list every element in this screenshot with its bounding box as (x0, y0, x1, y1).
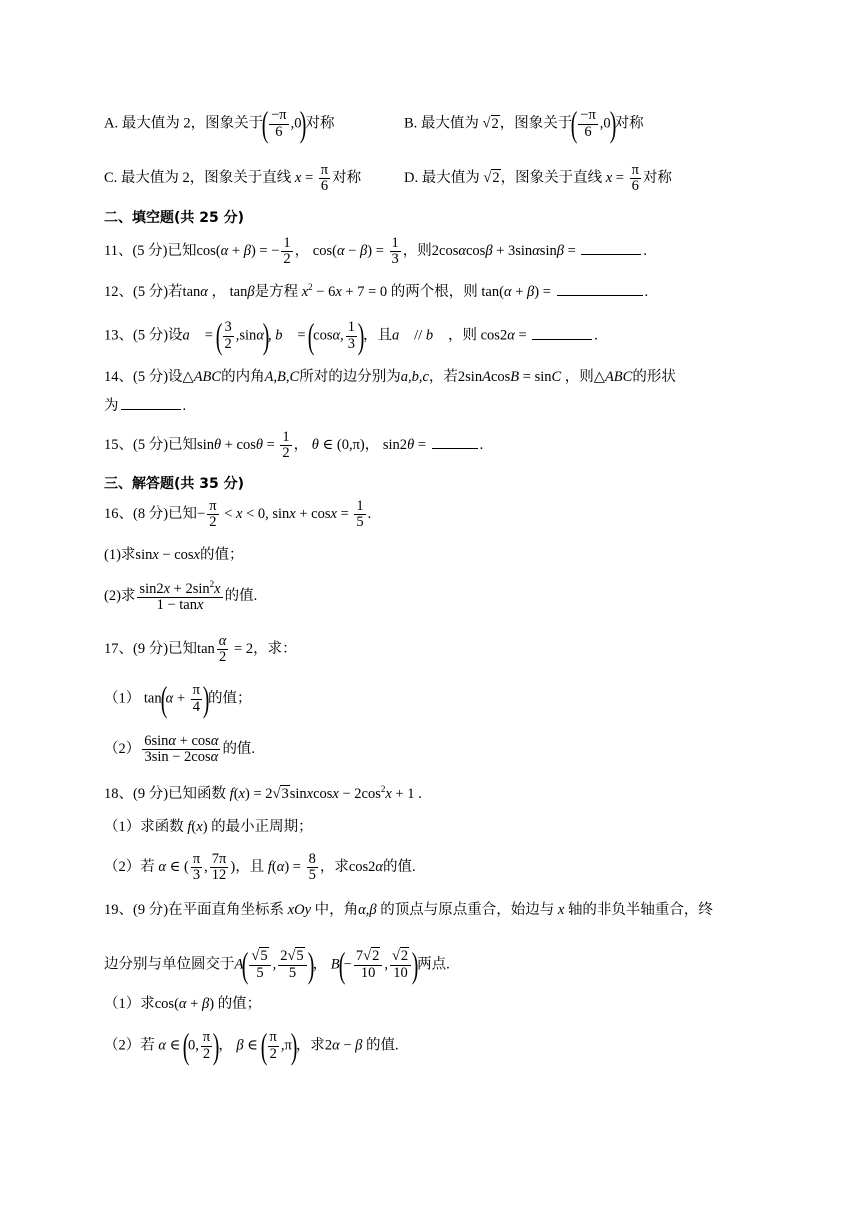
question-18: 18、(9 分)已知函数 f(x) = 2√3sinxcosx − $2\cos^2x + 1$ . (104, 784, 422, 802)
question-19-line2: 边分别与单位圆交于A( $\frac{√5}{5}$ , $\frac{2√5}{5}$ )， B(− $\frac{7√2}{10}$ , $\frac{√2}{10}$ )两点. (104, 945, 450, 985)
question-17: 17、(9 分)已知tan $\frac{\alpha}{2}$ = 2，求： (104, 633, 297, 666)
question-14-line2: 为 . (104, 398, 187, 414)
question-18-part2: （2）若 α ∈ ( $\frac{\pi}{3}$ , $\frac{7\pi}{12}$ )，且 f(α) = $\frac{8}{5}$ ，求cos2α的值. (104, 851, 416, 884)
option-a: A. 最大值为 2，图象关于( $\frac{-\pi}{6}$ ,0)对称 (104, 104, 335, 144)
section-fill-heading: 二、填空题(共 25 分) (104, 210, 245, 226)
option-d: D. 最大值为 √2，图象关于直线 x = $\frac{\pi}{6}$ 对称 (404, 162, 672, 195)
question-16-part2: (2)求 $\frac{\sin 2x + 2\sin^2x}{1 - \tan x}$ 的值. (104, 579, 258, 614)
option-c: C. 最大值为 2，图象关于直线 x = $\frac{\pi}{6}$ 对称 (104, 162, 362, 195)
question-15: 15、(5 分)已知sinθ + cosθ = $\frac{1}{2}$ ， θ ∈ (0,π)， sin2θ = . (104, 429, 484, 462)
question-19-part1: （1）求cos(α + β) 的值； (104, 996, 262, 1012)
section-solve-heading: 三、解答题(共 35 分) (104, 476, 245, 492)
question-19: 19、(9 分)在平面直角坐标系 xOy 中，角α,β 的顶点与原点重合，始边与 x 轴的非负半轴重合，终 (104, 902, 713, 918)
option-b: B. 最大值为 √2，图象关于( $\frac{-\pi}{6}$ ,0)对称 (404, 104, 644, 144)
question-18-part1: （1）求函数 f(x) 的最小正周期； (104, 819, 313, 835)
question-16: 16、(8 分)已知− $\frac{\pi}{2}$ < x < 0, sinx + cosx = $\frac{1}{5}$ . (104, 498, 372, 531)
question-14: 14、(5 分)设△ABC的内角A,B,C所对的边分别为a,b,c，若2sinAcosB = sinC ，则△ABC的形状 (104, 369, 676, 385)
question-12: 12、(5 分)若tanα ， tanβ是方程 $x^2 - 6x + 7 = 0$ 的两个根，则 tan(α + β) = . (104, 282, 649, 300)
question-16-part1: (1)求sinx − cosx的值； (104, 547, 244, 563)
question-13: 13、(5 分)设a⃗ = ( $\frac{3}{2}$ ,sinα), b⃗ = (cosα, $\frac{1}{3}$ )，且a⃗ // b⃗ ，则 cos2α = . (104, 316, 598, 356)
question-11: 11、(5 分)已知cos(α + β) = − $\frac{1}{2}$ ， cos(α − β) = $\frac{1}{3}$ ，则2cosαcosβ + 3sinαsinβ = . (104, 235, 648, 268)
question-17-part1: （1） tan(α + $\frac{\pi}{4}$ )的值； (104, 679, 252, 719)
question-17-part2: （2） $\frac{6\sin\alpha + \cos\alpha}{3\sin - 2\cos\alpha}$ 的值. (104, 733, 256, 766)
question-19-part2: （2）若 α ∈ (0, $\frac{\pi}{2}$ )， β ∈ ( $\frac{\pi}{2}$ ,π)，求2α − β 的值. (104, 1026, 399, 1066)
